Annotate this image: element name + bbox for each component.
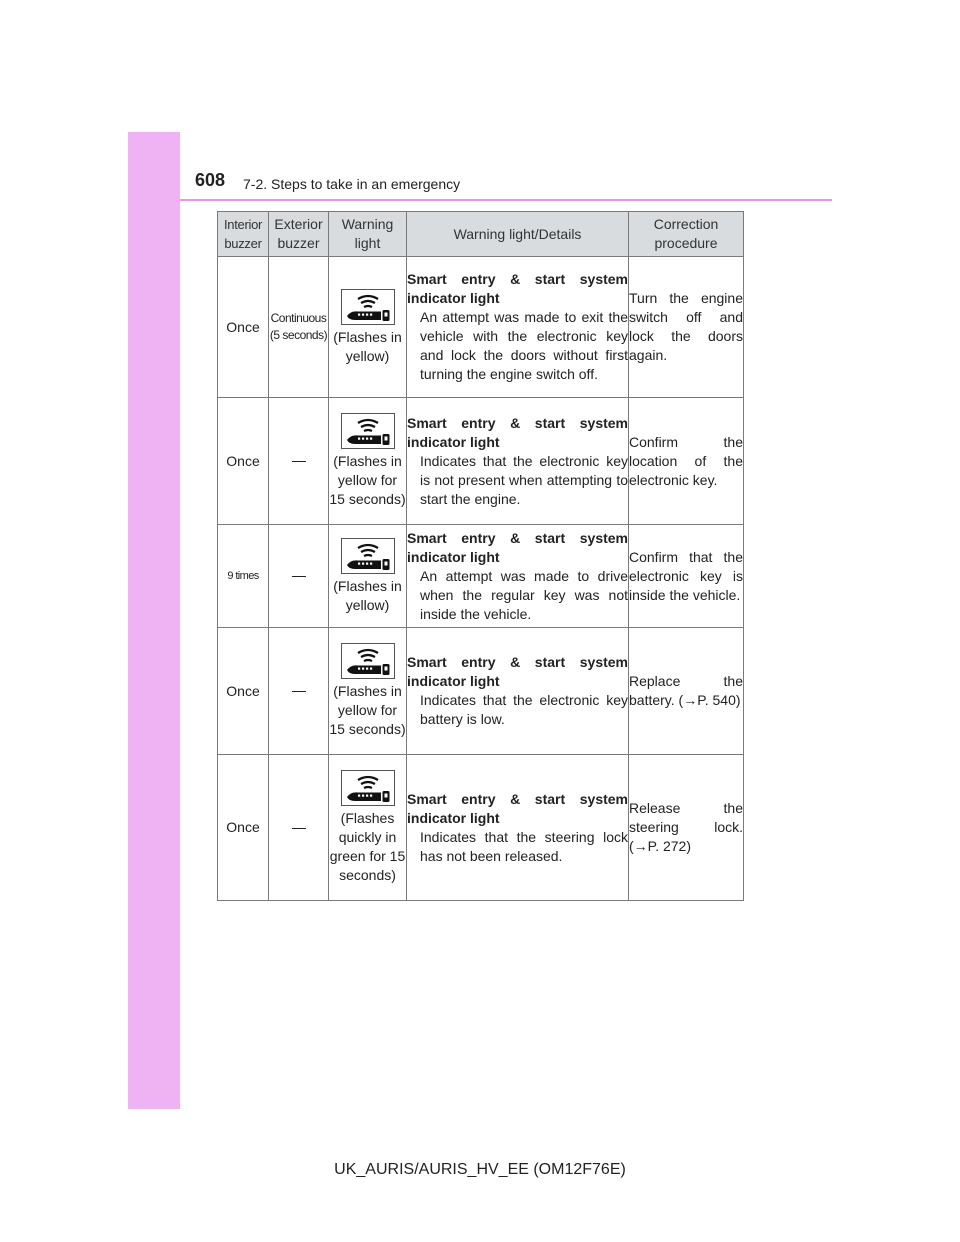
exterior-buzzer-cell: Continuous (5 seconds) (269, 257, 329, 398)
correction-cell: Release the steering lock. (→P. 272) (629, 755, 744, 901)
header-exterior-buzzer: Exterior buzzer (269, 212, 329, 257)
warning-light-cell (329, 257, 407, 398)
detail-title: Smart entry & start system (407, 529, 628, 546)
light-caption: (Flashes in yellow) (333, 577, 402, 613)
detail-title-line2: indicator light (407, 673, 500, 689)
none-dash (292, 461, 306, 462)
section-title: 7-2. Steps to take in an emergency (243, 176, 461, 192)
detail-title-line2: indicator light (407, 809, 500, 826)
light-caption: (Flashes quickly in green for 15 seconds) (329, 810, 406, 883)
detail-body: An attempt was made to exit the vehicle with the electronic key and lock the doors without first turning the engine switch off. (420, 309, 628, 382)
warning-table (217, 211, 744, 901)
warning-light-cell (329, 628, 407, 755)
details-cell (407, 755, 629, 901)
light-caption: (Flashes in yellow for 15 seconds) (329, 453, 406, 507)
detail-title: Smart entry & start system (407, 654, 628, 670)
smart-key-icon (341, 289, 395, 325)
details-cell (407, 525, 629, 628)
light-caption: (Flashes in yellow) (333, 328, 402, 364)
smart-key-icon (341, 643, 395, 679)
exterior-buzzer-cell (269, 755, 329, 901)
correction-cell: Confirm that the electronic key is inside the vehicle. (629, 525, 744, 628)
interior-buzzer-cell: Once (218, 755, 269, 901)
header-interior-buzzer: Interior buzzer (218, 212, 269, 257)
details-cell (407, 257, 629, 398)
interior-buzzer-cell: 9 times (218, 525, 269, 628)
table-row (218, 398, 744, 525)
smart-key-icon (341, 413, 395, 449)
correction-cell: Confirm the location of the electronic key. (629, 398, 744, 525)
header-details: Warning light/Details (407, 212, 629, 257)
chapter-sidebar (128, 132, 180, 1109)
exterior-buzzer-cell (269, 398, 329, 525)
table-row (218, 628, 744, 755)
interior-buzzer-cell: Once (218, 398, 269, 525)
detail-title: Smart entry & start system (407, 414, 628, 431)
exterior-buzzer-cell (269, 525, 329, 628)
correction-cell: Replace the battery. (→P. 540) (629, 628, 744, 755)
table-row (218, 257, 744, 398)
detail-body: An attempt was made to drive when the regular key was not inside the vehicle. (420, 567, 628, 622)
details-cell (407, 398, 629, 525)
detail-body: Indicates that the electronic key battery is low. (420, 692, 628, 727)
warning-light-cell (329, 398, 407, 525)
interior-buzzer-cell: Once (218, 257, 269, 398)
table-row (218, 755, 744, 901)
exterior-buzzer-cell (269, 628, 329, 755)
table-row (218, 525, 744, 628)
none-dash (292, 576, 306, 577)
detail-title-line2: indicator light (407, 433, 500, 450)
warning-light-cell (329, 525, 407, 628)
none-dash (292, 828, 306, 829)
table-header-row (218, 212, 744, 257)
interior-buzzer-cell: Once (218, 628, 269, 755)
smart-key-icon (341, 770, 395, 806)
smart-key-icon (341, 538, 395, 574)
details-cell (407, 628, 629, 755)
header-warning-light: Warning light (329, 212, 407, 257)
light-caption: (Flashes in yellow for 15 seconds) (329, 683, 406, 737)
correction-cell: Turn the engine switch off and lock the doors again. (629, 257, 744, 398)
none-dash (292, 691, 306, 692)
header-correction: Correction procedure (629, 212, 744, 257)
header-rule (180, 199, 832, 201)
page-number: 608 (195, 170, 226, 190)
warning-light-cell (329, 755, 407, 901)
detail-body: Indicates that the steering lock has not been released. (420, 828, 628, 864)
footer-model-code: UK_AURIS/AURIS_HV_EE (OM12F76E) (334, 1161, 626, 1178)
detail-title-line2: indicator light (407, 290, 500, 306)
detail-body: Indicates that the electronic key is not present when attempting to start the engine. (420, 452, 628, 507)
detail-title: Smart entry & start system (407, 271, 628, 287)
detail-title-line2: indicator light (407, 548, 500, 565)
detail-title: Smart entry & start system (407, 790, 628, 807)
